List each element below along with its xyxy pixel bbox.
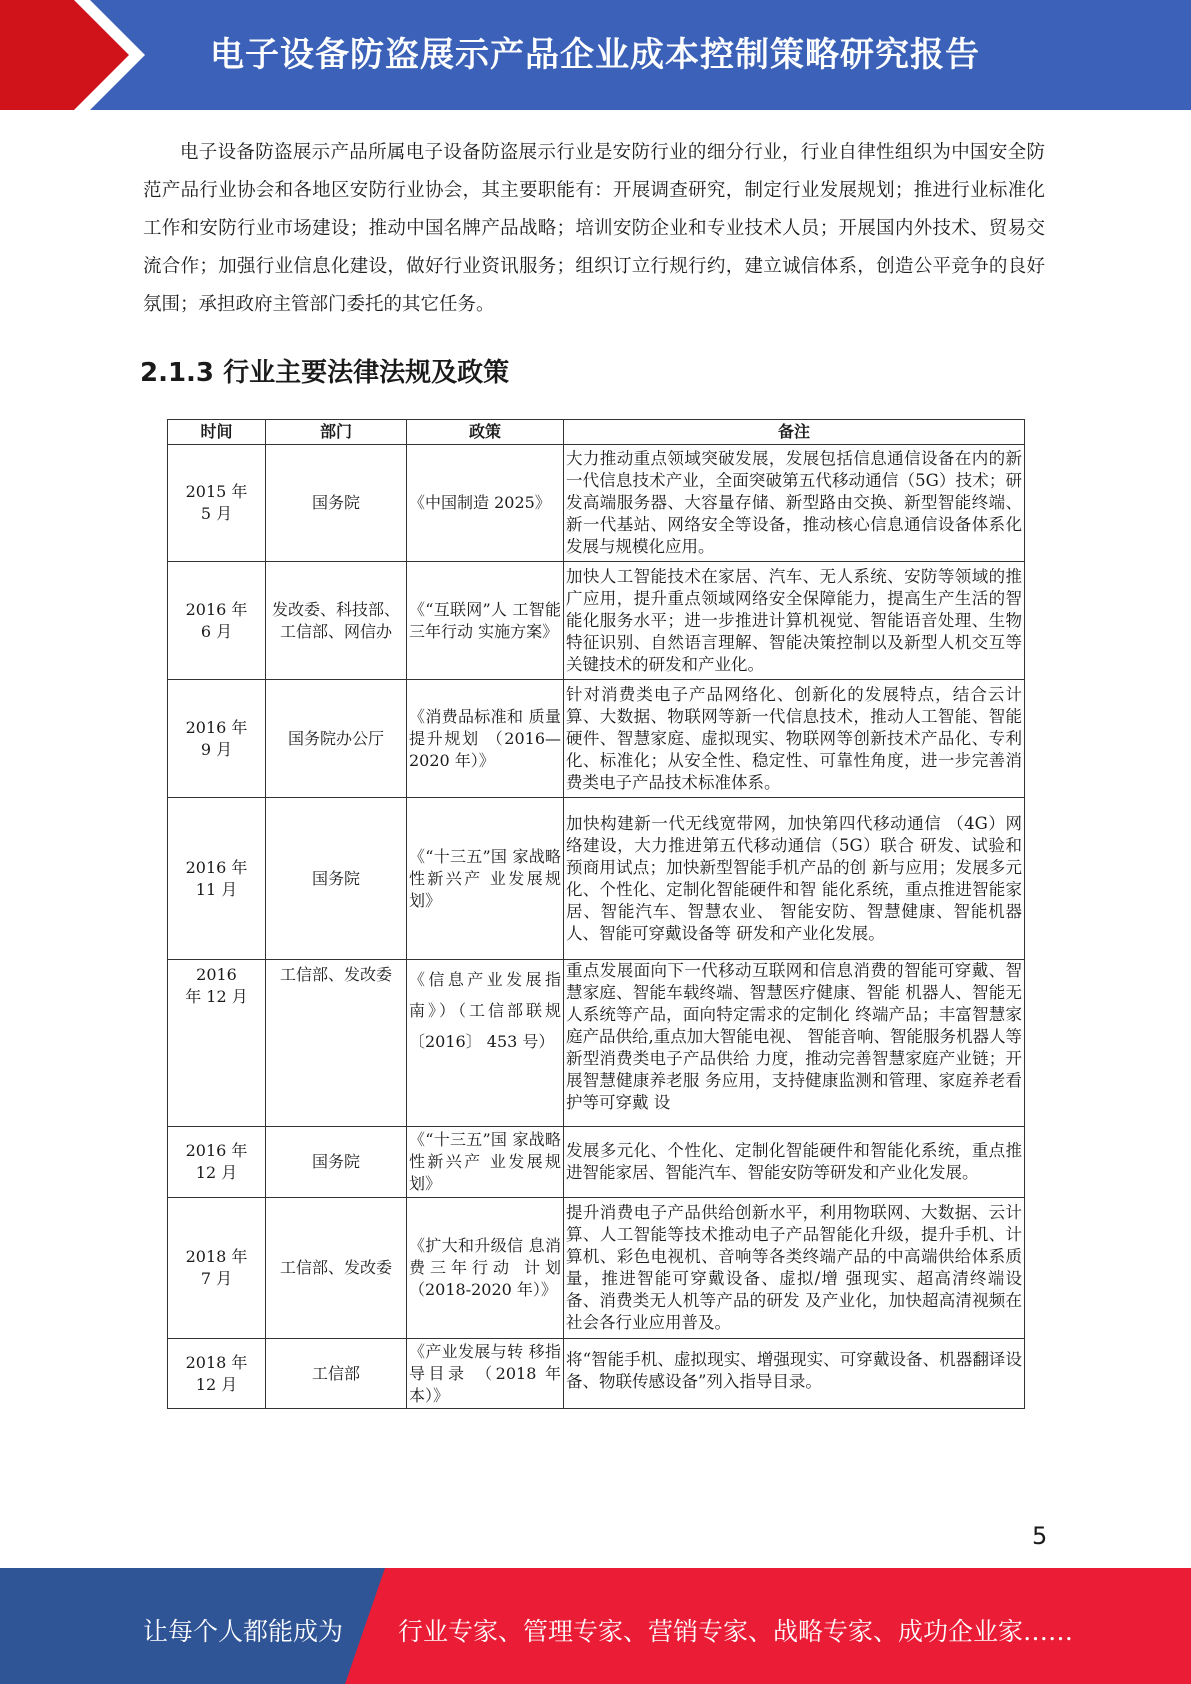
cell-note: 发展多元化、个性化、定制化智能硬件和智能化系统，重点推进智能家居、智能汽车、智能安防等研发和产业化发展。 — [564, 1127, 1025, 1198]
cell-department: 国务院 — [266, 1127, 407, 1198]
cell-policy: 《“十三五”国 家战略性新兴产 业发展规划》 — [407, 1127, 564, 1198]
table-row — [168, 960, 1025, 1127]
header-department: 部门 — [266, 420, 407, 445]
cell-department: 国务院办公厅 — [266, 680, 407, 798]
cell-time — [168, 960, 266, 1127]
cell-note: 加快人工智能技术在家居、汽车、无人系统、安防等领域的推广应用，提升重点领域网络安全保障能力，提高生产生活的智能化服务水平；进一步推进计算机视觉、智能语音处理、生物特征识别、自然语言理解、智能决策控制以及新型人机交互等关键技术的研发和产业化。 — [564, 562, 1025, 680]
cell-department: 国务院 — [266, 798, 407, 960]
table-row — [168, 1127, 1025, 1198]
header-arrow-decoration — [0, 0, 150, 110]
time-text: 2016 年 12 月 — [185, 965, 248, 1006]
page-number: 5 — [1032, 1522, 1048, 1550]
cell-policy: 《扩大和升级信 息消费三年行动 计划（2018-2020 年）》 — [407, 1198, 564, 1339]
cell-note: 提升消费电子产品供给创新水平，利用物联网、大数据、云计算、人工智能等技术推动电子产品智能化升级，提升手机、计算机、彩色电视机、音响等各类终端产品的中高端供给体系质量，推进智能可穿戴设备、虚拟/增 强现实、超高清终端设备、消费类无人机等产品的研发 及产业化，加快超高清视频在社会各行业应用普及。 — [564, 1198, 1025, 1339]
cell-policy: 《信息产业发展指南》）（工信部联规〔2016〕 453 号） — [407, 960, 564, 1127]
intro-paragraph: 电子设备防盗展示产品所属电子设备防盗展示行业是安防行业的细分行业，行业自律性组织为中国安全防范产品行业协会和各地区安防行业协会，其主要职能有：开展调查研究，制定行业发展规划；推进行业标准化工作和安防行业市场建设；推动中国名牌产品战略；培训安防企业和专业技术人员；开展国内外技术、贸易交流合作；加强行业信息化建设，做好行业资讯服务；组织订立行规行约，建立诚信体系，创造公平竞争的良好氛围；承担政府主管部门委托的其它任务。 — [143, 142, 1045, 315]
table-row — [168, 680, 1025, 798]
header-time: 时间 — [168, 420, 266, 445]
cell-policy: 《消费品标准和 质量提升规划 （2016—2020 年）》 — [407, 680, 564, 798]
cell-policy: 《“十三五”国 家战略性新兴产 业发展规划》 — [407, 798, 564, 960]
cell-note: 大力推动重点领域突破发展，发展包括信息通信设备在内的新一代信息技术产业，全面突破第五代移动通信（5G）技术；研发高端服务器、大容量存储、新型路由交换、新型智能终端、新一代基站、网络安全等设备，推动核心信息通信设备体系化发展与规模化应用。 — [564, 445, 1025, 562]
cell-note: 加快构建新一代无线宽带网，加快第四代移动通信 （4G）网络建设，大力推进第五代移动通信（5G）联合 研发、试验和预商用试点；加快新型智能手机产品的创 新与应用；发展多元化、个性化、定制化智能硬件和智 能化系统，重点推进智能家居、智能汽车、智慧农业、 智能安防、智慧健康、智能机器人、智能可穿戴设备等 研发和产业化发展。 — [564, 798, 1025, 960]
cell-time — [168, 445, 266, 562]
table-header-row — [168, 420, 1025, 445]
cell-department: 工信部、发改委 — [266, 960, 407, 1127]
time-text: 2016 年 9 月 — [185, 717, 248, 759]
time-text: 2016 年 6 月 — [185, 599, 248, 641]
table-row — [168, 1339, 1025, 1409]
cell-time — [168, 1339, 266, 1409]
time-text: 2015 年 5 月 — [185, 482, 248, 523]
cell-note: 重点发展面向下一代移动互联网和信息消费的智能可穿戴、智慧家庭、智能车载终端、智慧医疗健康、智能 机器人、智能无人系统等产品，面向特定需求的定制化 终端产品；丰富智慧家庭产品供给,重点加大智能电视、 智能音响、智能服务机器人等新型消费类电子产品供给 力度，推动完善智慧家庭产业链；开展智慧健康养老服 务应用，支持健康监测和管理、家庭养老看护等可穿戴 设 — [564, 960, 1025, 1127]
table-row — [168, 798, 1025, 960]
cell-department: 发改委、科技部、工信部、网信办 — [266, 562, 407, 680]
page-header — [0, 0, 1191, 110]
cell-department: 工信部、发改委 — [266, 1198, 407, 1339]
time-text: 2016 年 12 月 — [185, 1141, 248, 1182]
footer-slogan-right: 行业专家、管理专家、营销专家、战略专家、成功企业家…… — [398, 1617, 1074, 1646]
cell-department: 工信部 — [266, 1339, 407, 1409]
cell-time — [168, 1127, 266, 1198]
table-row — [168, 562, 1025, 680]
cell-note: 针对消费类电子产品网络化、创新化的发展特点，结合云计算、大数据、物联网等新一代信息技术，推动人工智能、智能硬件、智慧家庭、虚拟现实、物联网等创新技术产品化、专利化、标准化；从安全性、稳定性、可靠性角度，进一步完善消费类电子产品技术标准体系。 — [564, 680, 1025, 798]
cell-department: 国务院 — [266, 445, 407, 562]
cell-note: 将“智能手机、虚拟现实、增强现实、可穿戴设备、机器翻译设备、物联传感设备”列入指导目录。 — [564, 1339, 1025, 1409]
cell-time — [168, 562, 266, 680]
header-policy: 政策 — [407, 420, 564, 445]
cell-time — [168, 798, 266, 960]
table-row — [168, 1198, 1025, 1339]
cell-policy: 《“互联网”人 工智能三年行动 实施方案》 — [407, 562, 564, 680]
table-row — [168, 445, 1025, 562]
policy-table — [167, 419, 1025, 1409]
footer-slogan-left: 让每个人都能成为 — [143, 1617, 344, 1646]
section-heading: 2.1.3 行业主要法律法规及政策 — [140, 358, 510, 388]
time-text: 2016 年 11 月 — [185, 857, 248, 899]
cell-time — [168, 680, 266, 798]
time-text: 2018 年 12 月 — [185, 1352, 248, 1394]
cell-time — [168, 1198, 266, 1339]
header-note: 备注 — [564, 420, 1025, 445]
cell-policy: 《中国制造 2025》 — [407, 445, 564, 562]
report-title: 电子设备防盗展示产品企业成本控制策略研究报告 — [210, 35, 980, 75]
time-text: 2018 年 7 月 — [185, 1247, 248, 1288]
cell-policy: 《产业发展与转 移指导目录 （2018 年本）》 — [407, 1339, 564, 1409]
